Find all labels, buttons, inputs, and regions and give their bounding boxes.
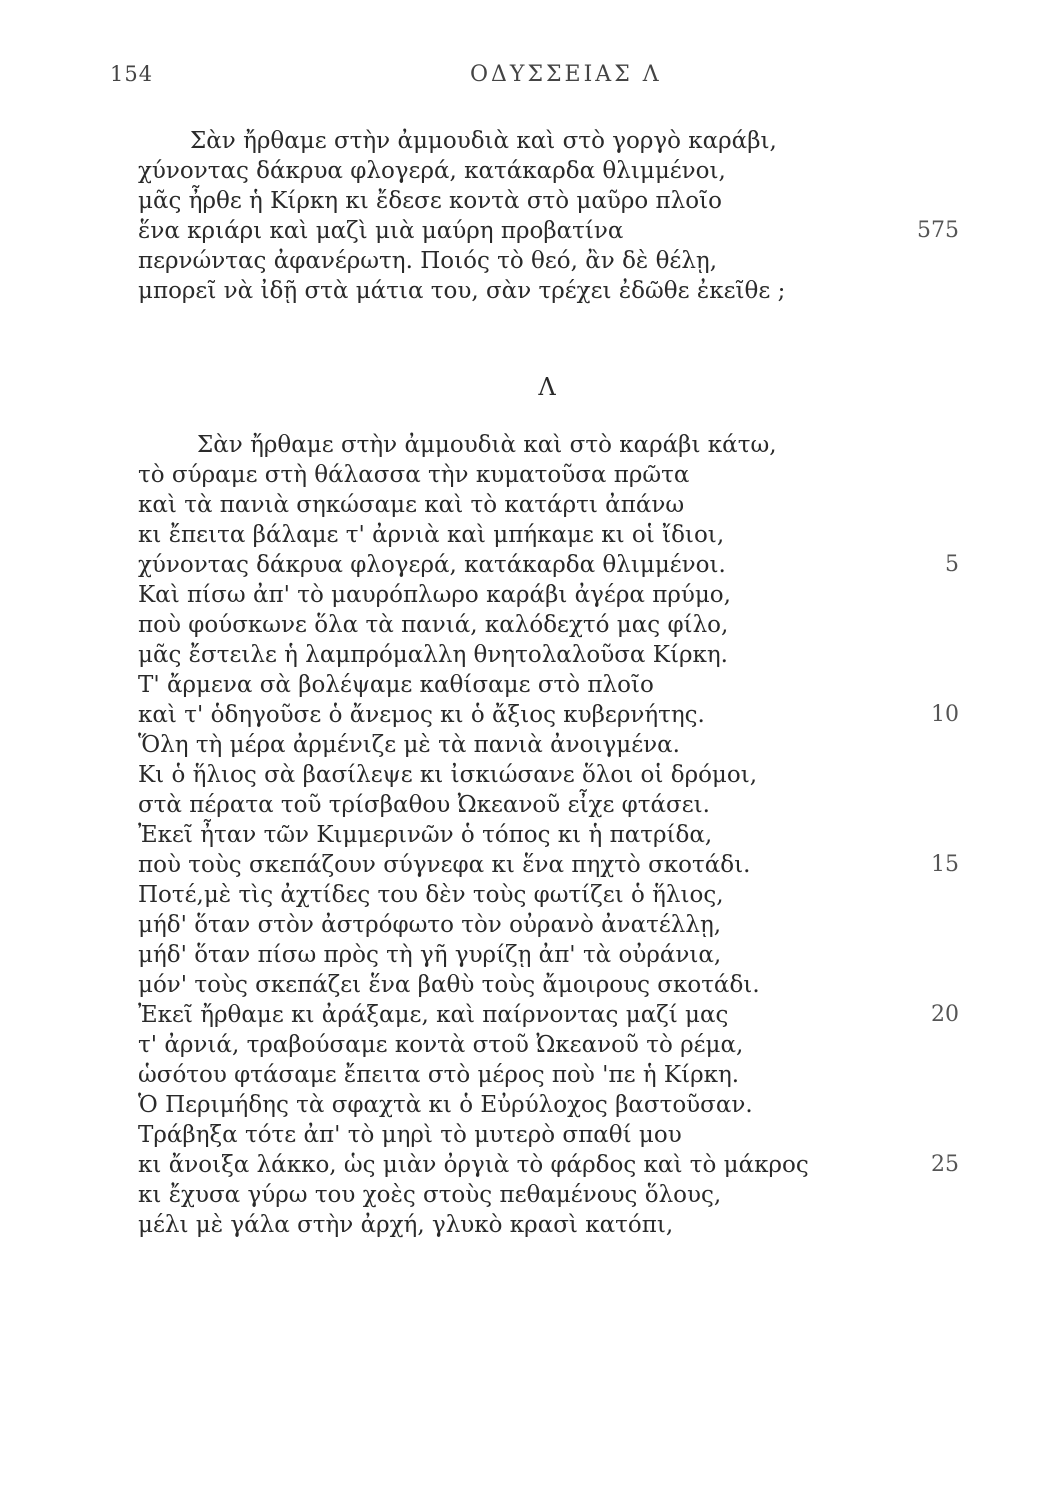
verse-text: Ποτέ,μὲ τὶς ἀχτίδες του δὲν τοὺς φωτίζει ὁ ἥλιος, <box>138 882 724 908</box>
verse-line <box>0 520 1039 550</box>
verse-text: καὶ τὰ πανιὰ σηκώσαμε καὶ τὸ κατάρτι ἀπάνω <box>138 492 685 518</box>
running-title: ΟΔΥΣΣΕΙΑΣ Λ <box>470 62 662 87</box>
verse-line <box>0 246 1039 276</box>
verse-text: ποὺ τοὺς σκεπάζουν σύγνεφα κι ἕνα πηχτὸ σκοτάδι. <box>138 852 751 878</box>
verse-text: μήδ' ὅταν στὸν ἀστρόφωτο τὸν οὐρανὸ ἀνατέλλῃ, <box>138 912 722 938</box>
verse-text: χύνοντας δάκρυα φλογερά, κατάκαρδα θλιμμένοι, <box>138 158 726 184</box>
verse-line <box>0 700 1039 730</box>
verse-text: τ' ἀρνιά, τραβούσαμε κοντὰ στοῦ Ὠκεανοῦ τὸ ρέμα, <box>138 1032 744 1058</box>
verse-line <box>0 730 1039 760</box>
book-lambda-text <box>0 430 1039 1240</box>
previous-book-ending <box>0 126 1039 306</box>
verse-text: Ἐκεῖ ἦταν τῶν Κιμμερινῶν ὁ τόπος κι ἡ πατρίδα, <box>138 822 713 848</box>
page-number: 154 <box>110 62 154 86</box>
verse-text: καὶ τ' ὁδηγοῦσε ὁ ἄνεμος κι ὁ ἄξιος κυβερνήτης. <box>138 702 705 728</box>
verse-line <box>0 760 1039 790</box>
verse-line <box>0 1090 1039 1120</box>
verse-text: Τ' ἄρμενα σὰ βολέψαμε καθίσαμε στὸ πλοῖο <box>138 672 654 698</box>
line-number: 20 <box>931 1002 959 1027</box>
verse-line <box>0 1120 1039 1150</box>
verse-text: μπορεῖ νὰ ἰδῇ στὰ μάτια του, σὰν τρέχει ἐδῶθε ἐκεῖθε ; <box>138 278 786 304</box>
verse-line <box>0 880 1039 910</box>
line-number: 10 <box>931 702 959 727</box>
verse-text: τὸ σύραμε στὴ θάλασσα τὴν κυματοῦσα πρῶτα <box>138 462 690 488</box>
verse-line <box>0 156 1039 186</box>
verse-line <box>0 790 1039 820</box>
verse-text: Ὁ Περιμήδης τὰ σφαχτὰ κι ὁ Εὐρύλοχος βαστοῦσαν. <box>138 1092 753 1118</box>
verse-text: ποὺ φούσκωνε ὅλα τὰ πανιά, καλόδεχτό μας φίλο, <box>138 612 729 638</box>
verse-line <box>0 216 1039 246</box>
verse-line <box>0 940 1039 970</box>
verse-text: μέλι μὲ γάλα στὴν ἀρχή, γλυκὸ κρασὶ κατόπι, <box>138 1212 674 1238</box>
verse-line <box>0 276 1039 306</box>
verse-text: μᾶς ἔστειλε ἡ λαμπρόμαλλη θνητολαλοῦσα Κίρκη. <box>138 642 728 668</box>
verse-line <box>0 910 1039 940</box>
verse-text: μήδ' ὅταν πίσω πρὸς τὴ γῆ γυρίζῃ ἀπ' τὰ οὐράνια, <box>138 942 722 968</box>
verse-text: μόν' τοὺς σκεπάζει ἕνα βαθὺ τοὺς ἄμοιρους σκοτάδι. <box>138 972 760 998</box>
line-number: 15 <box>931 852 959 877</box>
verse-line <box>0 186 1039 216</box>
verse-text: Σὰν ἤρθαμε στὴν ἀμμουδιὰ καὶ στὸ γοργὸ καράβι, <box>190 128 777 154</box>
verse-line <box>0 580 1039 610</box>
verse-line <box>0 850 1039 880</box>
verse-line <box>0 670 1039 700</box>
verse-text: Κι ὁ ἥλιος σὰ βασίλεψε κι ἰσκιώσανε ὅλοι οἱ δρόμοι, <box>138 762 758 788</box>
verse-line <box>0 640 1039 670</box>
verse-line <box>0 1180 1039 1210</box>
verse-line <box>0 1030 1039 1060</box>
line-number: 575 <box>917 218 959 243</box>
verse-line <box>0 430 1039 460</box>
verse-text: κι ἄνοιξα λάκκο, ὡς μιὰν ὀργιὰ τὸ φάρδος καὶ τὸ μάκρος <box>138 1152 809 1178</box>
verse-text: χύνοντας δάκρυα φλογερά, κατάκαρδα θλιμμένοι. <box>138 552 726 578</box>
verse-line <box>0 1000 1039 1030</box>
verse-line <box>0 970 1039 1000</box>
verse-line <box>0 126 1039 156</box>
verse-text: Καὶ πίσω ἀπ' τὸ μαυρόπλωρο καράβι ἀγέρα πρύμο, <box>138 582 731 608</box>
verse-line <box>0 460 1039 490</box>
book-heading: Λ <box>538 373 556 401</box>
verse-text: ὡσότου φτάσαμε ἔπειτα στὸ μέρος ποὺ 'πε ἡ Κίρκη. <box>138 1062 740 1088</box>
verse-text: Ὅλη τὴ μέρα ἀρμένιζε μὲ τὰ πανιὰ ἀνοιγμένα. <box>138 732 680 758</box>
verse-text: κι ἔχυσα γύρω του χοὲς στοὺς πεθαμένους ὅλους, <box>138 1182 722 1208</box>
verse-text: Ἐκεῖ ἤρθαμε κι ἀράξαμε, καὶ παίρνοντας μαζί μας <box>138 1002 729 1028</box>
line-number: 25 <box>931 1152 959 1177</box>
verse-text: στὰ πέρατα τοῦ τρίσβαθου Ὠκεανοῦ εἶχε φτάσει. <box>138 792 710 818</box>
line-number: 5 <box>945 552 959 577</box>
verse-text: Σὰν ἤρθαμε στὴν ἀμμουδιὰ καὶ στὸ καράβι κάτω, <box>197 432 777 458</box>
verse-line <box>0 610 1039 640</box>
verse-line <box>0 550 1039 580</box>
verse-text: μᾶς ἦρθε ἡ Κίρκη κι ἔδεσε κοντὰ στὸ μαῦρο πλοῖο <box>138 188 722 214</box>
verse-line <box>0 1060 1039 1090</box>
verse-line <box>0 490 1039 520</box>
verse-line <box>0 1210 1039 1240</box>
verse-text: κι ἔπειτα βάλαμε τ' ἀρνιὰ καὶ μπήκαμε κι οἱ ἴδιοι, <box>138 522 725 548</box>
verse-text: Τράβηξα τότε ἀπ' τὸ μηρὶ τὸ μυτερὸ σπαθί μου <box>138 1122 682 1148</box>
verse-line <box>0 820 1039 850</box>
verse-text: ἕνα κριάρι καὶ μαζὶ μιὰ μαύρη προβατίνα <box>138 218 624 244</box>
verse-line <box>0 1150 1039 1180</box>
verse-text: περνώντας ἀφανέρωτη. Ποιός τὸ θεό, ἂν δὲ θέλῃ, <box>138 248 718 274</box>
running-head <box>0 62 1039 92</box>
